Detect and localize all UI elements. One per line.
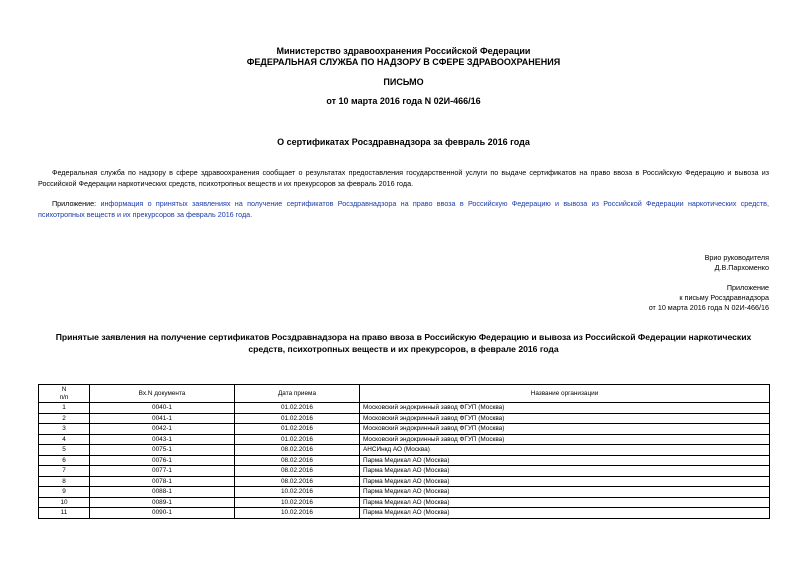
cell-organization: Московский эндокринный завод ФГУП (Москва) [360, 434, 770, 445]
appendix-paragraph [38, 198, 769, 220]
table-header-row [39, 385, 770, 403]
signature-block [705, 253, 769, 273]
cell-doc-number: 0041-1 [90, 413, 235, 424]
cell-organization: Парма Медикал АО (Москва) [360, 455, 770, 466]
cell-date: 08.02.2016 [235, 455, 360, 466]
cell-number: 10 [39, 497, 90, 508]
signature-name: Д.В.Пархоменко [714, 263, 769, 272]
cell-date: 10.02.2016 [235, 508, 360, 519]
cell-doc-number: 0042-1 [90, 424, 235, 435]
cell-number: 5 [39, 445, 90, 456]
cell-doc-number: 0088-1 [90, 487, 235, 498]
body-paragraph: Федеральная служба по надзору в сфере здравоохранения сообщает о результатах предоставления государственной услуги по выдаче сертификатов на право ввоза в Российскую Федерацию и вывоза из Российской Федерации наркотических средств, психотропных веществ и их прекурсоров за февраль 2016 года. [38, 168, 769, 188]
table-row [39, 476, 770, 487]
cell-number: 11 [39, 508, 90, 519]
column-header-doc-number: Вх.N документа [90, 385, 235, 403]
cell-number: 3 [39, 424, 90, 435]
applications-table [38, 384, 770, 519]
cell-doc-number: 0090-1 [90, 508, 235, 519]
cell-organization: Парма Медикал АО (Москва) [360, 497, 770, 508]
table-row [39, 424, 770, 435]
cell-organization: Парма Медикал АО (Москва) [360, 466, 770, 477]
cell-doc-number: 0077-1 [90, 466, 235, 477]
cell-doc-number: 0089-1 [90, 497, 235, 508]
cell-organization: Московский эндокринный завод ФГУП (Москва) [360, 413, 770, 424]
table-body [39, 403, 770, 519]
column-header-organization: Название организации [360, 385, 770, 403]
cell-organization: Парма Медикал АО (Москва) [360, 487, 770, 498]
cell-number: 4 [39, 434, 90, 445]
cell-number: 9 [39, 487, 90, 498]
table-row [39, 487, 770, 498]
ministry-name: Министерство здравоохранения Российской Федерации [276, 46, 531, 56]
cell-doc-number: 0040-1 [90, 403, 235, 414]
cell-date: 08.02.2016 [235, 476, 360, 487]
cell-date: 01.02.2016 [235, 434, 360, 445]
cell-number: 8 [39, 476, 90, 487]
cell-organization: Московский эндокринный завод ФГУП (Москва) [360, 424, 770, 435]
table-row [39, 434, 770, 445]
cell-doc-number: 0075-1 [90, 445, 235, 456]
cell-date: 08.02.2016 [235, 445, 360, 456]
document-date-number: от 10 марта 2016 года N 02И-466/16 [326, 96, 481, 106]
attachment-reference [649, 283, 769, 313]
cell-organization: АНСИнкд АО (Москва) [360, 445, 770, 456]
attachment-date-number: от 10 марта 2016 года N 02И-466/16 [648, 303, 769, 312]
table-row [39, 466, 770, 477]
cell-doc-number: 0043-1 [90, 434, 235, 445]
table-row [39, 403, 770, 414]
cell-doc-number: 0076-1 [90, 455, 235, 466]
cell-number: 6 [39, 455, 90, 466]
cell-number: 1 [39, 403, 90, 414]
table-title: Принятые заявления на получение сертификатов Росздравнадзора на право ввоза в Российскую Федерацию и вывоза из Российской Федерации наркотических средств, психотропных веществ и их прекурсоров, в феврале 2016 года [55, 332, 752, 354]
column-header-date: Дата приема [235, 385, 360, 403]
cell-number: 2 [39, 413, 90, 424]
table-row [39, 508, 770, 519]
cell-date: 01.02.2016 [235, 424, 360, 435]
appendix-link[interactable]: информация о принятых заявлениях на получение сертификатов Росздравнадзора на право ввоза в Российскую Федерацию и вывоза из Российской Федерации наркотических средств, психотропных веществ и их прекурсоров за февраль 2016 года. [38, 199, 769, 219]
cell-organization: Парма Медикал АО (Москва) [360, 508, 770, 519]
table-row [39, 455, 770, 466]
appendix-prefix: Приложение: [52, 199, 97, 208]
cell-number: 7 [39, 466, 90, 477]
signature-position: Врио руководителя [704, 253, 769, 262]
document-type: ПИСЬМО [383, 77, 424, 87]
cell-organization: Московский эндокринный завод ФГУП (Москва) [360, 403, 770, 414]
column-header-number: N п/п [39, 385, 90, 403]
service-name: ФЕДЕРАЛЬНАЯ СЛУЖБА ПО НАДЗОРУ В СФЕРЕ ЗДРАВООХРАНЕНИЯ [246, 57, 561, 67]
table-row [39, 497, 770, 508]
cell-date: 10.02.2016 [235, 487, 360, 498]
cell-doc-number: 0078-1 [90, 476, 235, 487]
table-row [39, 445, 770, 456]
cell-organization: Парма Медикал АО (Москва) [360, 476, 770, 487]
cell-date: 10.02.2016 [235, 497, 360, 508]
attachment-letter-ref: к письму Росздравнадзора [679, 293, 769, 302]
cell-date: 08.02.2016 [235, 466, 360, 477]
document-subject: О сертификатах Росздравнадзора за февраль 2016 года [277, 137, 530, 147]
table-row [39, 413, 770, 424]
attachment-label: Приложение [726, 283, 769, 292]
cell-date: 01.02.2016 [235, 413, 360, 424]
cell-date: 01.02.2016 [235, 403, 360, 414]
